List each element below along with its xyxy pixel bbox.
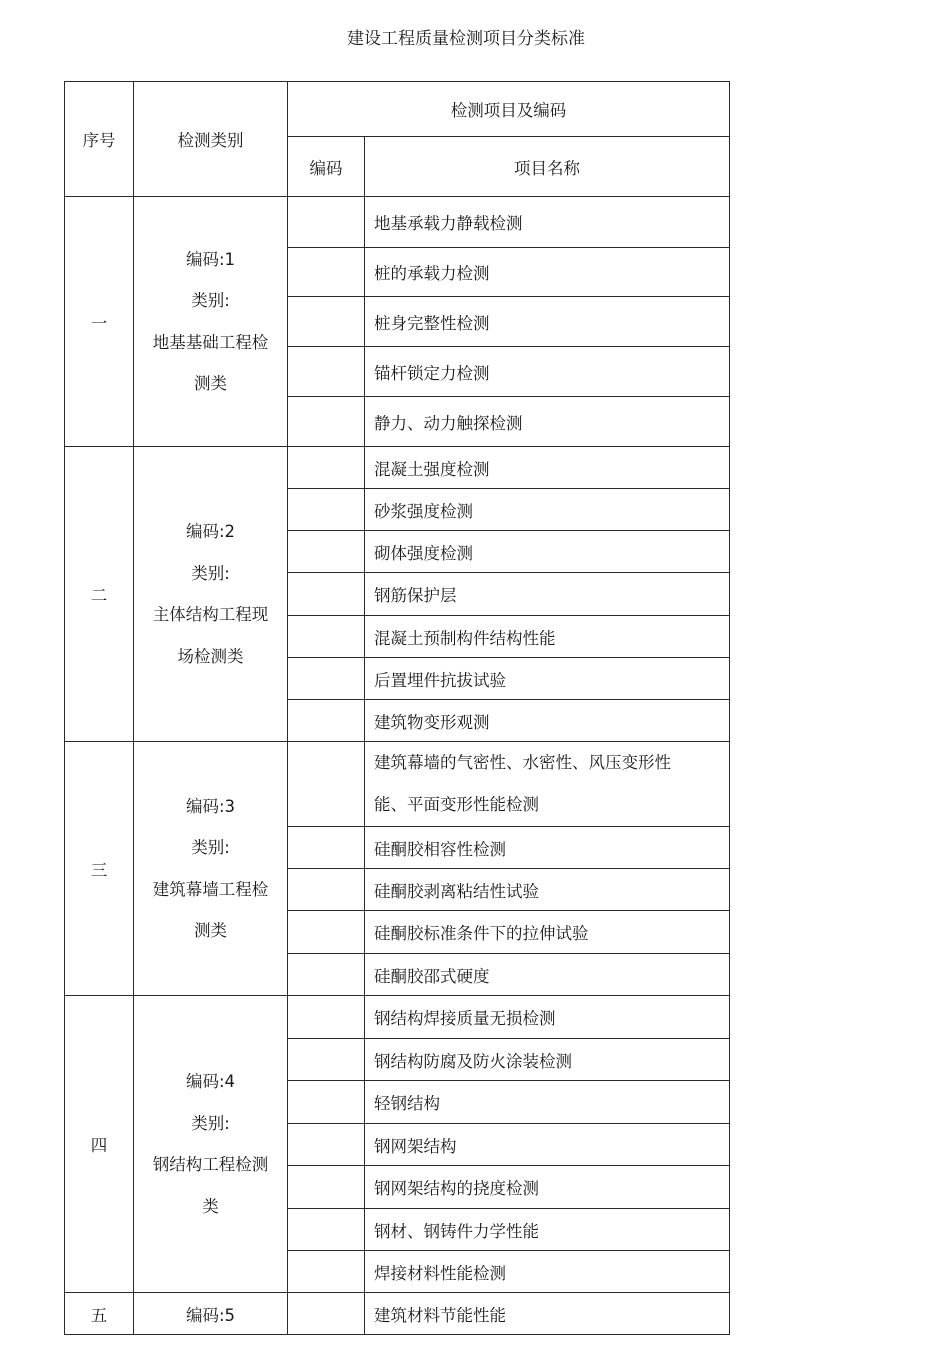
item-name: 焊接材料性能检测 bbox=[365, 1251, 730, 1293]
item-name: 混凝土预制构件结构性能 bbox=[365, 616, 730, 658]
group-category-line: 场检测类 bbox=[177, 646, 244, 666]
table-row bbox=[65, 742, 730, 827]
group-seq: 一 bbox=[65, 197, 134, 447]
group-category bbox=[134, 447, 288, 742]
item-code bbox=[288, 447, 365, 489]
item-code bbox=[288, 347, 365, 397]
item-name: 硅酮胶剥离粘结性试验 bbox=[365, 869, 730, 911]
item-name: 砂浆强度检测 bbox=[365, 489, 730, 531]
table-row bbox=[65, 996, 730, 1039]
item-name: 砌体强度检测 bbox=[365, 531, 730, 573]
group-type-label: 类别: bbox=[191, 291, 230, 310]
item-code bbox=[288, 1166, 365, 1209]
group-category-line: 测类 bbox=[194, 374, 227, 393]
item-code bbox=[288, 531, 365, 573]
item-code bbox=[288, 742, 365, 827]
classification-table bbox=[64, 81, 730, 1335]
item-name: 建筑材料节能性能 bbox=[365, 1293, 730, 1335]
item-name: 静力、动力触探检测 bbox=[365, 397, 730, 447]
item-code bbox=[288, 397, 365, 447]
item-name: 轻钢结构 bbox=[365, 1081, 730, 1124]
group-seq: 五 bbox=[65, 1293, 134, 1335]
group-category-line: 主体结构工程现 bbox=[152, 605, 269, 624]
group-seq: 四 bbox=[65, 996, 134, 1293]
item-name: 桩的承载力检测 bbox=[365, 248, 730, 297]
item-code bbox=[288, 911, 365, 954]
item-code bbox=[288, 700, 365, 742]
item-code bbox=[288, 1251, 365, 1293]
header-code: 编码 bbox=[288, 137, 365, 197]
group-category bbox=[134, 197, 288, 447]
item-code bbox=[288, 1124, 365, 1166]
header-category: 检测类别 bbox=[134, 82, 288, 197]
group-type-label: 类别: bbox=[191, 563, 230, 583]
item-name: 硅酮胶相容性检测 bbox=[365, 827, 730, 869]
header-seq: 序号 bbox=[65, 82, 134, 197]
group-category-line: 测类 bbox=[194, 921, 227, 940]
item-code bbox=[288, 658, 365, 700]
group-code-label: 编码:4 bbox=[185, 1072, 236, 1091]
header-row-1 bbox=[65, 82, 730, 137]
item-name: 钢结构防腐及防火涂装检测 bbox=[365, 1039, 730, 1081]
group-seq: 二 bbox=[65, 447, 134, 742]
item-name: 硅酮胶标准条件下的拉伸试验 bbox=[365, 911, 730, 954]
item-name: 钢结构焊接质量无损检测 bbox=[365, 996, 730, 1039]
item-name: 混凝土强度检测 bbox=[365, 447, 730, 489]
group-seq: 三 bbox=[65, 742, 134, 996]
item-name-line: 能、平面变形性能检测 bbox=[374, 795, 539, 814]
table-row bbox=[65, 197, 730, 248]
group-category bbox=[134, 742, 288, 996]
item-code bbox=[288, 248, 365, 297]
item-code bbox=[288, 954, 365, 996]
item-name: 地基承载力静载检测 bbox=[365, 197, 730, 248]
group-code-label: 编码:3 bbox=[185, 796, 236, 816]
item-name: 钢材、钢铸件力学性能 bbox=[365, 1209, 730, 1251]
item-code bbox=[288, 869, 365, 911]
item-code bbox=[288, 1293, 365, 1335]
header-name: 项目名称 bbox=[365, 137, 730, 197]
group-category bbox=[134, 996, 288, 1293]
item-code bbox=[288, 297, 365, 347]
item-code bbox=[288, 996, 365, 1039]
item-code bbox=[288, 197, 365, 248]
item-code bbox=[288, 1081, 365, 1124]
item-name: 桩身完整性检测 bbox=[365, 297, 730, 347]
table-row bbox=[65, 447, 730, 489]
item-name: 建筑物变形观测 bbox=[365, 700, 730, 742]
group-code-label: 编码:5 bbox=[134, 1293, 288, 1335]
header-items-group: 检测项目及编码 bbox=[288, 82, 730, 137]
item-name-line: 建筑幕墙的气密性、水密性、风压变形性 bbox=[374, 753, 671, 772]
group-category-line: 地基基础工程检 bbox=[152, 332, 269, 352]
group-code-label: 编码:2 bbox=[185, 522, 236, 541]
group-type-label: 类别: bbox=[191, 838, 230, 857]
item-name: 钢网架结构 bbox=[365, 1124, 730, 1166]
item-name bbox=[365, 742, 730, 827]
item-name: 钢筋保护层 bbox=[365, 573, 730, 616]
table-row bbox=[65, 1293, 730, 1335]
group-category-line: 类 bbox=[202, 1196, 219, 1216]
item-name: 钢网架结构的挠度检测 bbox=[365, 1166, 730, 1209]
document-title: 建设工程质量检测项目分类标准 bbox=[347, 29, 585, 49]
group-category-line: 钢结构工程检测 bbox=[152, 1155, 269, 1174]
item-name: 硅酮胶邵式硬度 bbox=[365, 954, 730, 996]
item-code bbox=[288, 573, 365, 616]
item-code bbox=[288, 1209, 365, 1251]
item-name: 后置埋件抗拔试验 bbox=[365, 658, 730, 700]
item-code bbox=[288, 1039, 365, 1081]
item-code bbox=[288, 827, 365, 869]
item-code bbox=[288, 489, 365, 531]
group-type-label: 类别: bbox=[191, 1113, 230, 1133]
item-code bbox=[288, 616, 365, 658]
item-name: 锚杆锁定力检测 bbox=[365, 347, 730, 397]
group-code-label: 编码:1 bbox=[185, 249, 236, 269]
group-category-line: 建筑幕墙工程检 bbox=[152, 879, 269, 899]
